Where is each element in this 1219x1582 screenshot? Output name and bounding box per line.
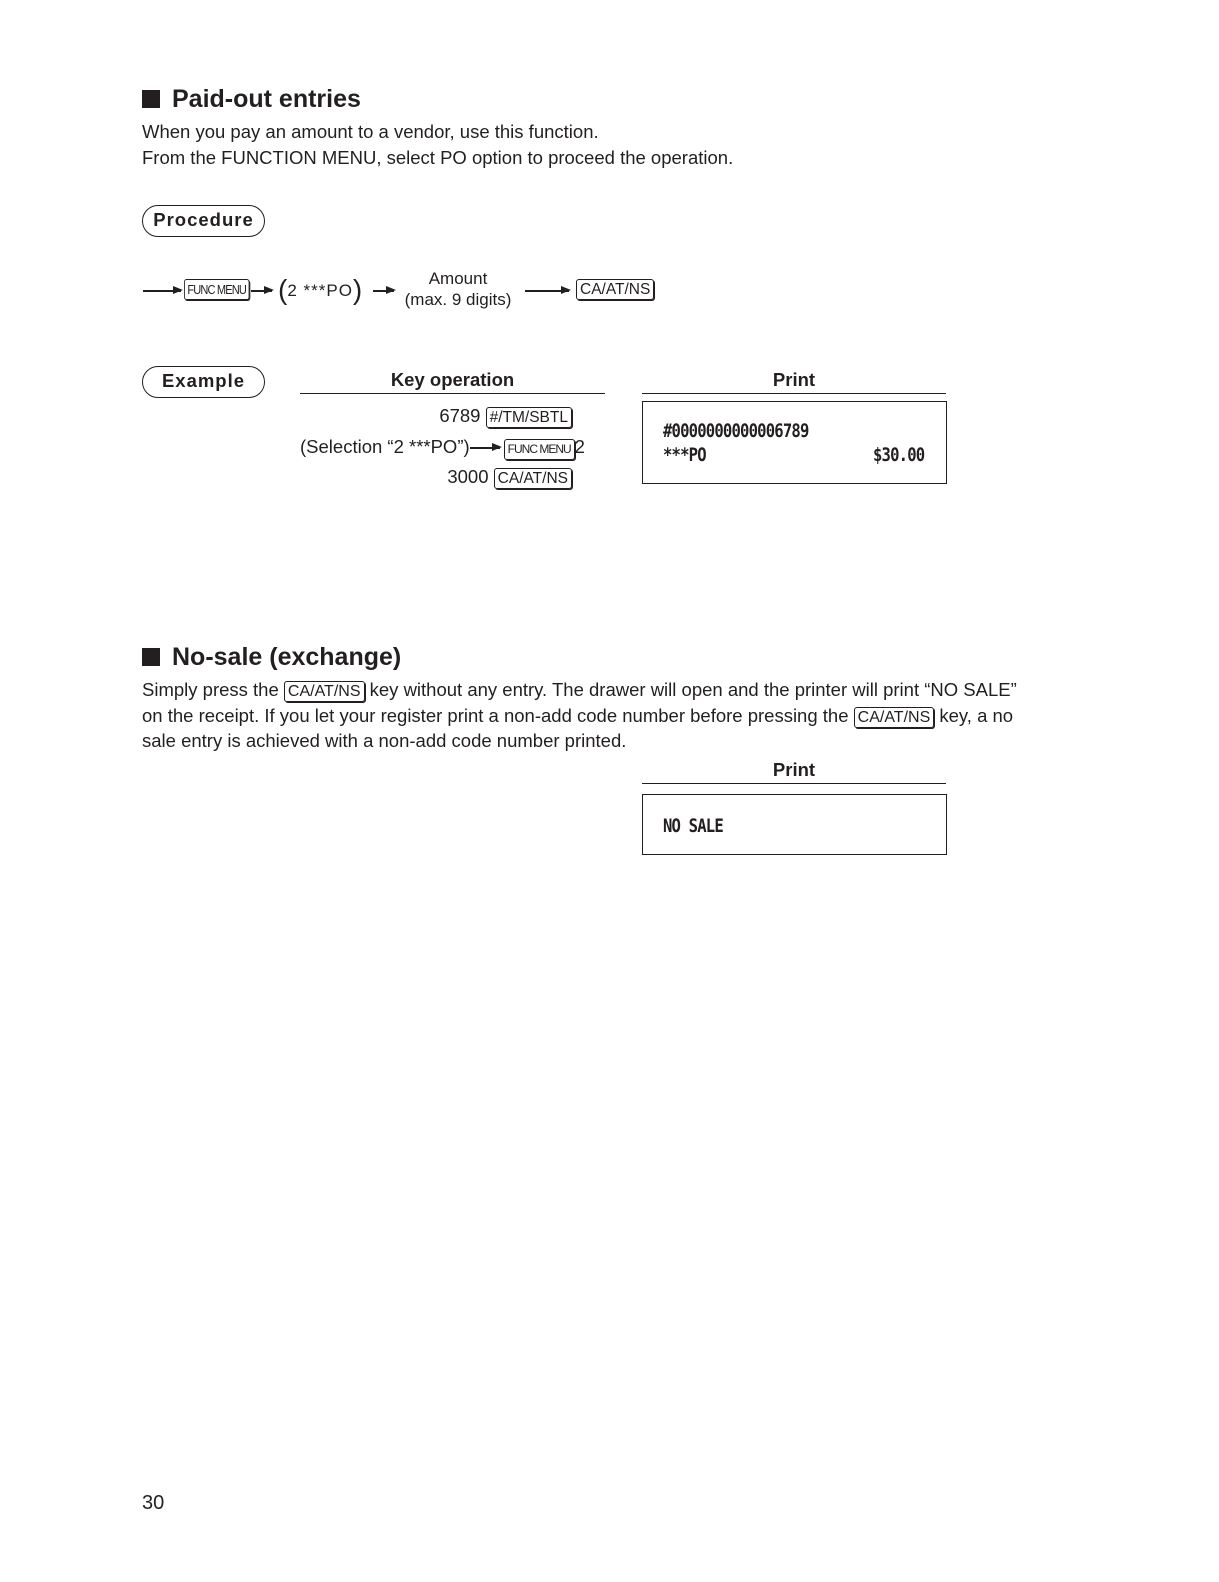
- receipt-line: #0000000000006789: [663, 420, 809, 442]
- receipt-line: ***PO: [663, 444, 706, 466]
- no-sale-paragraph-line2: on the receipt. If you let your register print a non-add code number before pressing the CA/AT/NS key, a no: [142, 705, 1014, 726]
- section-heading-no-sale: No-sale (exchange): [142, 643, 401, 672]
- procedure-label: Procedure: [142, 205, 265, 237]
- no-sale-paragraph-line3: sale entry is achieved with a non-add code number printed.: [142, 730, 627, 751]
- arrow-right-icon: [143, 290, 181, 292]
- example-label: Example: [142, 366, 265, 398]
- key-op-row: 3000 CA/AT/NS: [300, 466, 572, 489]
- arrow-right-icon: [251, 290, 272, 292]
- amount-entry: Amount (max. 9 digits): [404, 269, 512, 309]
- square-bullet-icon: [142, 648, 160, 666]
- arrow-right-icon: [373, 290, 394, 292]
- print-header: Print: [642, 367, 946, 394]
- func-menu-key: FUNC MENU: [184, 279, 249, 300]
- page-number: 30: [142, 1492, 165, 1514]
- square-bullet-icon: [142, 90, 160, 108]
- key-operation-header: Key operation: [300, 367, 605, 394]
- key-op-row: (Selection “2 ***PO”) FUNC MENU 2: [300, 436, 572, 460]
- arrow-right-icon: [525, 290, 569, 292]
- tm-sbtl-key: #/TM/SBTL: [486, 407, 572, 428]
- section-heading-paid-out: Paid-out entries: [142, 85, 361, 114]
- ca-at-ns-key: CA/AT/NS: [494, 468, 572, 489]
- paid-out-intro-line1: When you pay an amount to a vendor, use this function.: [142, 121, 599, 142]
- receipt-print-paid-out: [642, 401, 947, 484]
- key-op-row: 6789 #/TM/SBTL: [300, 405, 572, 428]
- print-header: Print: [642, 757, 946, 784]
- ca-at-ns-key: CA/AT/NS: [284, 681, 365, 702]
- ca-at-ns-key: CA/AT/NS: [576, 279, 654, 300]
- receipt-print-no-sale: [642, 794, 947, 855]
- paid-out-intro-line2: From the FUNCTION MENU, select PO option to proceed the operation.: [142, 147, 734, 168]
- no-sale-paragraph-line1: Simply press the CA/AT/NS key without any entry. The drawer will open and the printer will print “NO SALE”: [142, 679, 1017, 700]
- arrow-right-icon: [470, 447, 500, 449]
- func-menu-key: FUNC MENU: [504, 439, 575, 460]
- receipt-amount: $30.00: [873, 444, 925, 466]
- receipt-line: NO SALE: [663, 815, 723, 837]
- selection-option: (2 ***PO): [278, 274, 363, 305]
- ca-at-ns-key: CA/AT/NS: [854, 707, 935, 728]
